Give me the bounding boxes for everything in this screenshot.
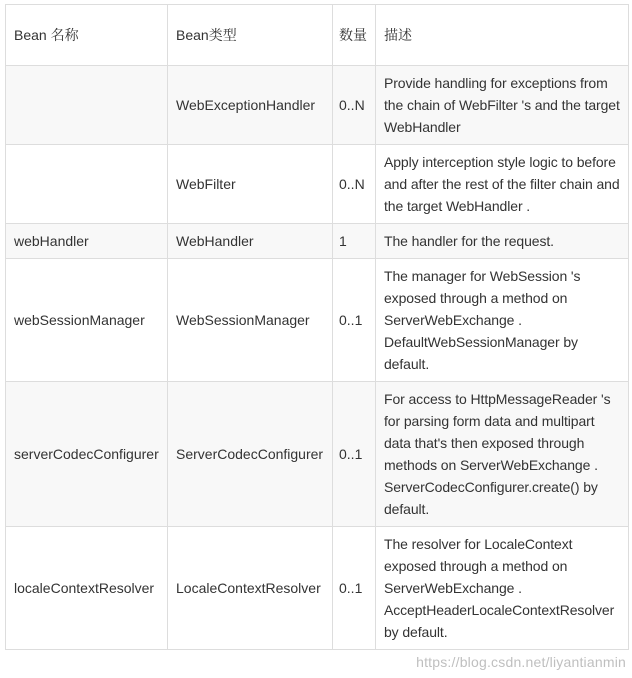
cell-description: The handler for the request. xyxy=(376,224,629,259)
cell-bean-name xyxy=(6,145,168,224)
table-header xyxy=(6,5,629,66)
table-body xyxy=(6,66,629,650)
watermark-text: https://blog.csdn.net/liyantianmin xyxy=(416,654,626,670)
cell-count: 0..1 xyxy=(333,382,376,527)
cell-description: Provide handling for exceptions from the chain of WebFilter 's and the target WebHandler xyxy=(376,66,629,145)
cell-bean-name: serverCodecConfigurer xyxy=(6,382,168,527)
table-row xyxy=(6,382,629,527)
table-row xyxy=(6,259,629,382)
cell-bean-name xyxy=(6,66,168,145)
table-row xyxy=(6,66,629,145)
cell-bean-type: LocaleContextResolver xyxy=(168,527,333,650)
cell-description: Apply interception style logic to before and after the rest of the filter chain and the target WebHandler . xyxy=(376,145,629,224)
header-count: 数量 xyxy=(333,5,376,66)
table-row xyxy=(6,145,629,224)
cell-bean-type: WebFilter xyxy=(168,145,333,224)
cell-count: 0..1 xyxy=(333,527,376,650)
cell-bean-name: localeContextResolver xyxy=(6,527,168,650)
cell-bean-type: ServerCodecConfigurer xyxy=(168,382,333,527)
table-row xyxy=(6,224,629,259)
cell-description: The resolver for LocaleContext exposed through a method on ServerWebExchange . AcceptHeaderLocaleContextResolver by default. xyxy=(376,527,629,650)
header-description: 描述 xyxy=(376,5,629,66)
cell-description: For access to HttpMessageReader 's for parsing form data and multipart data that's then exposed through methods on ServerWebExchange . ServerCodecConfigurer.create() by default. xyxy=(376,382,629,527)
header-bean-name: Bean 名称 xyxy=(6,5,168,66)
cell-count: 1 xyxy=(333,224,376,259)
bean-table xyxy=(5,4,629,650)
cell-bean-name: webSessionManager xyxy=(6,259,168,382)
header-row xyxy=(6,5,629,66)
cell-bean-name: webHandler xyxy=(6,224,168,259)
cell-description: The manager for WebSession 's exposed through a method on ServerWebExchange . DefaultWebSessionManager by default. xyxy=(376,259,629,382)
cell-bean-type: WebHandler xyxy=(168,224,333,259)
header-bean-type: Bean类型 xyxy=(168,5,333,66)
cell-count: 0..N xyxy=(333,66,376,145)
cell-count: 0..1 xyxy=(333,259,376,382)
cell-bean-type: WebSessionManager xyxy=(168,259,333,382)
table-row xyxy=(6,527,629,650)
cell-count: 0..N xyxy=(333,145,376,224)
cell-bean-type: WebExceptionHandler xyxy=(168,66,333,145)
